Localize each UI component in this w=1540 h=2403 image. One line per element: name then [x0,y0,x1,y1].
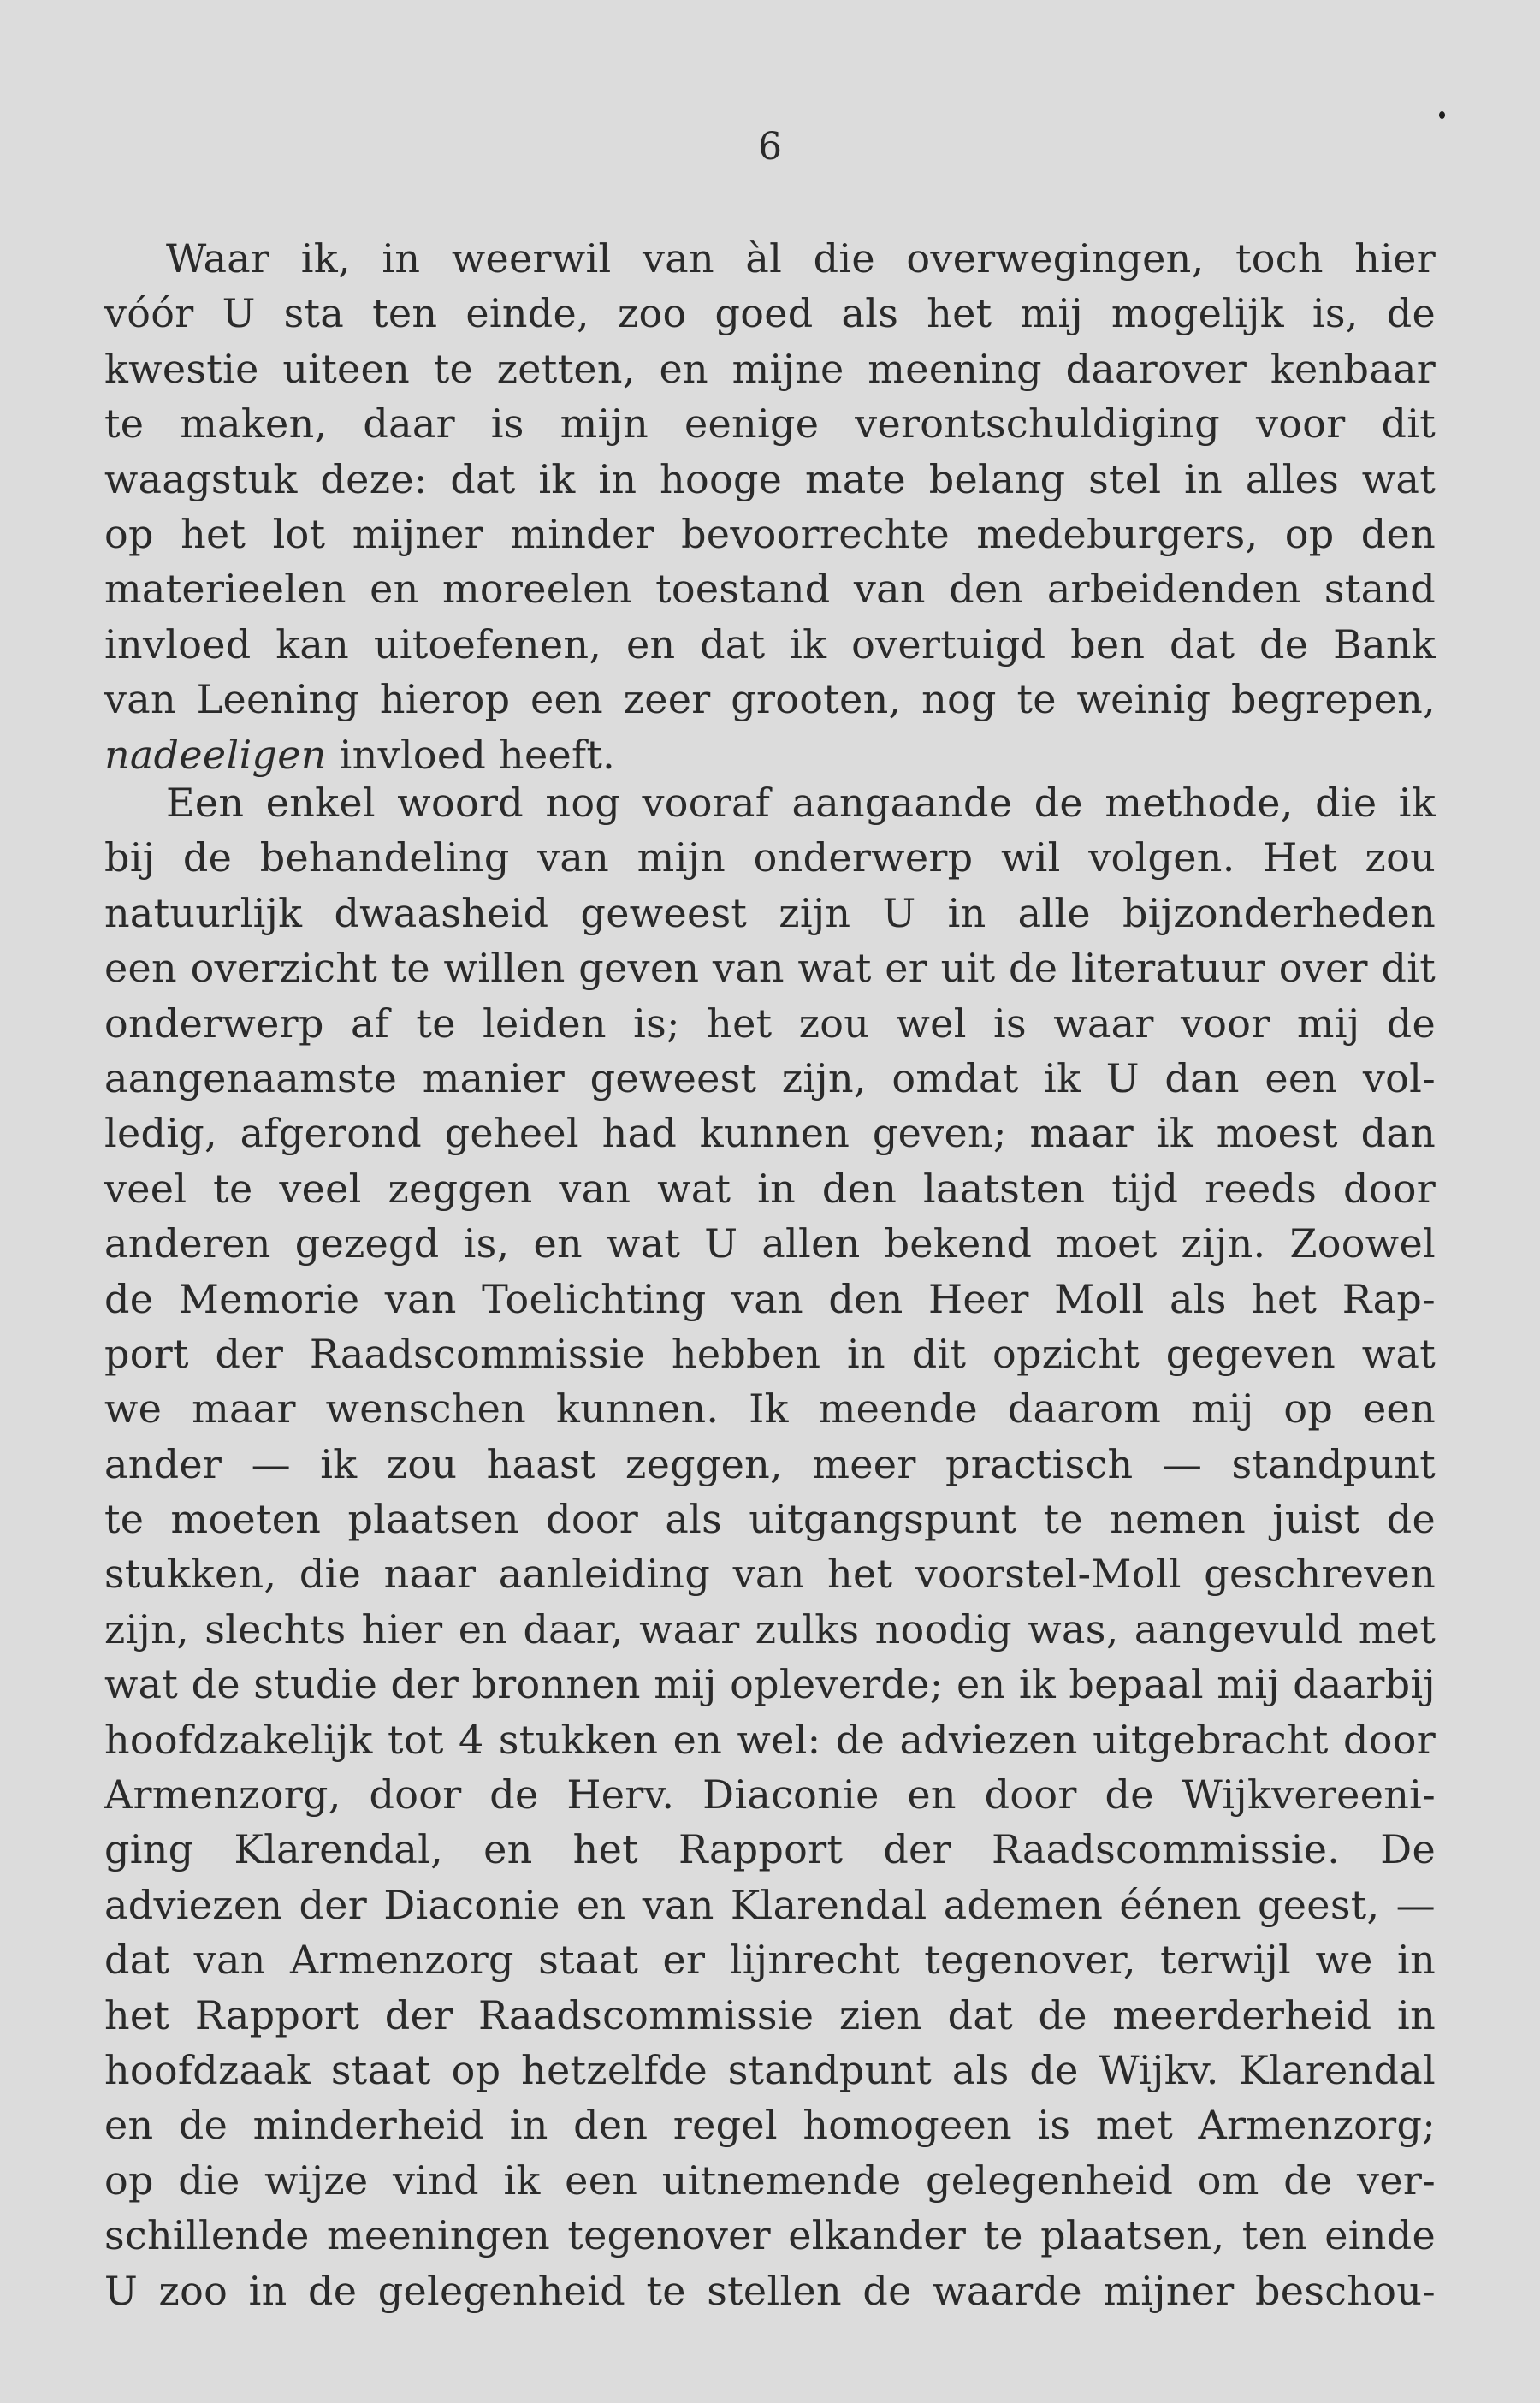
paragraph-2 [104,775,1436,2318]
text-line: we maar wenschen kunnen. Ik meende daarom mij op een [104,1385,1436,1433]
text-line: zijn, slechts hier en daar, waar zulks noodig was, aangevuld met [104,1605,1436,1652]
text-line: op die wijze vind ik een uitnemende gelegenheid om de ver- [104,2157,1436,2204]
emphasis-word: nadeeligen [104,731,327,778]
text-line: U zoo in de gelegenheid te stellen de waarde mijner beschou- [104,2267,1436,2314]
text-line: Waar ik, in weerwil van àl die overwegingen, toch hier [166,235,1436,282]
text-line: aangenaamste manier geweest zijn, omdat ik U dan een vol- [104,1054,1436,1101]
text-line: bij de behandeling van mijn onderwerp wil volgen. Het zou [104,834,1436,881]
text-line: veel te veel zeggen van wat in den laatsten tijd reeds door [104,1165,1436,1212]
text-line: ledig, afgerond geheel had kunnen geven; maar ik moest dan [104,1110,1436,1157]
text-line: vóór U sta ten einde, zoo goed als het mij mogelijk is, de [104,290,1436,337]
text-line: hoofdzakelijk tot 4 stukken en wel: de adviezen uitgebracht door [104,1716,1436,1763]
text-line: waagstuk deze: dat ik in hooge mate belang stel in alles wat [104,455,1436,502]
text-line: dat van Armenzorg staat er lijnrecht tegenover, terwijl we in [104,1937,1436,1984]
text-line: Armenzorg, door de Herv. Diaconie en door de Wijkvereeni- [104,1771,1436,1819]
paragraph-1 [104,231,1436,782]
text-line: van Leening hierop een zeer grooten, nog te weinig begrepen, [104,676,1436,723]
text-line: invloed kan uitoefenen, en dat ik overtuigd ben dat de Bank [104,620,1436,668]
ink-speck [1439,111,1445,119]
text-line: en de minderheid in den regel homogeen is met Armenzorg; [104,2102,1436,2149]
text-line: ging Klarendal, en het Rapport der Raadscommissie. De [104,1826,1436,1873]
text-line: Een enkel woord nog vooraf aangaande de methode, die ik [166,780,1436,826]
text-line: te moeten plaatsen door als uitgangspunt te nemen juist de [104,1496,1436,1543]
text-line: anderen gezegd is, en wat U allen bekend moet zijn. Zoowel [104,1220,1436,1267]
text-line: stukken, die naar aanleiding van het voorstel-Moll geschreven [104,1551,1436,1598]
text-line: onderwerp af te leiden is; het zou wel is waar voor mij de [104,1000,1436,1047]
page-number: 6 [758,125,782,169]
text-line: adviezen der Diaconie en van Klarendal ademen éénen geest, — [104,1881,1436,1928]
text-line: kwestie uiteen te zetten, en mijne meening daarover kenbaar [104,345,1436,392]
text-line-last [104,727,1436,782]
text-line: ander — ik zou haast zeggen, meer practisch — standpunt [104,1440,1436,1487]
text-line: op het lot mijner minder bevoorrechte medeburgers, op den [104,510,1436,557]
text-line-rest: invloed heeft. [326,731,616,778]
text-line: een overzicht te willen geven van wat er uit de literatuur over dit [104,945,1436,992]
text-line: natuurlijk dwaasheid geweest zijn U in alle bijzonderheden [104,889,1436,936]
text-line: wat de studie der bronnen mij opleverde; en ik bepaal mij daarbij [104,1661,1436,1708]
text-line: schillende meeningen tegenover elkander te plaatsen, ten einde [104,2212,1436,2259]
text-line: het Rapport der Raadscommissie zien dat de meerderheid in [104,1991,1436,2038]
text-line: hoofdzaak staat op hetzelfde standpunt als de Wijkv. Klarendal [104,2046,1436,2093]
text-line: te maken, daar is mijn eenige verontschuldiging voor dit [104,400,1436,448]
text-line: port der Raadscommissie hebben in dit opzicht gegeven wat [104,1330,1436,1377]
text-line: materieelen en moreelen toestand van den arbeidenden stand [104,566,1436,613]
text-line: de Memorie van Toelichting van den Heer Moll als het Rap- [104,1275,1436,1322]
